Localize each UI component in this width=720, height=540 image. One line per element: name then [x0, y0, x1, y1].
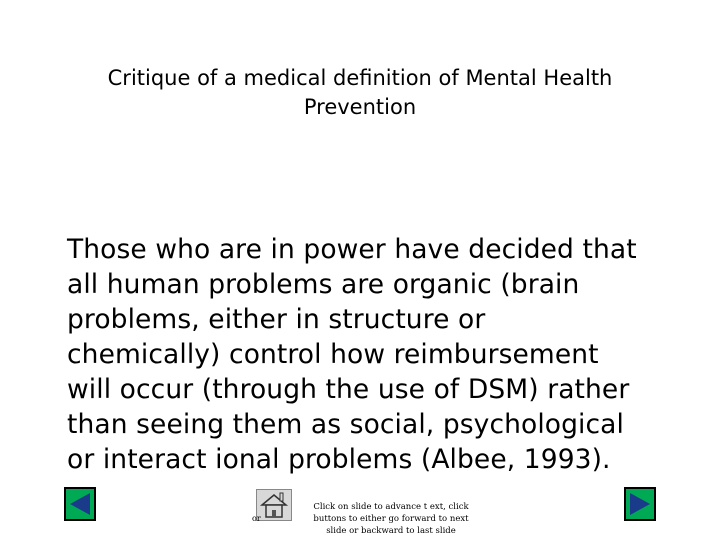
hint-line: Click on slide to advance t ext, click [313, 502, 469, 512]
home-label: or [252, 514, 261, 523]
home-button[interactable] [256, 489, 292, 521]
body-line: or interact ional problems (Albee, 1993). [67, 444, 611, 475]
slide-title-line: Prevention [303, 95, 417, 119]
hint-line: slide or backward to last slide [326, 526, 456, 536]
body-line: than seeing them as social, psychological [67, 409, 624, 440]
triangle-right-icon [626, 489, 654, 519]
hint-line: buttons to either go forward to next [313, 514, 469, 524]
forward-button[interactable] [624, 487, 656, 521]
slide-title [40, 64, 680, 122]
navigation-hint [306, 501, 476, 537]
slide-body[interactable] [67, 232, 697, 477]
body-line: problems, either in structure or [67, 304, 486, 335]
triangle-left-icon [66, 489, 94, 519]
back-button[interactable] [64, 487, 96, 521]
body-line: chemically) control how reimbursement [67, 339, 599, 370]
body-line: Those who are in power have decided that [67, 234, 637, 265]
house-icon [257, 490, 291, 520]
body-line: all human problems are organic (brain [67, 269, 580, 300]
slide-title-line: Critique of a medical definition of Mental Health [107, 66, 613, 90]
body-line: will occur (through the use of DSM) rather [67, 374, 630, 405]
